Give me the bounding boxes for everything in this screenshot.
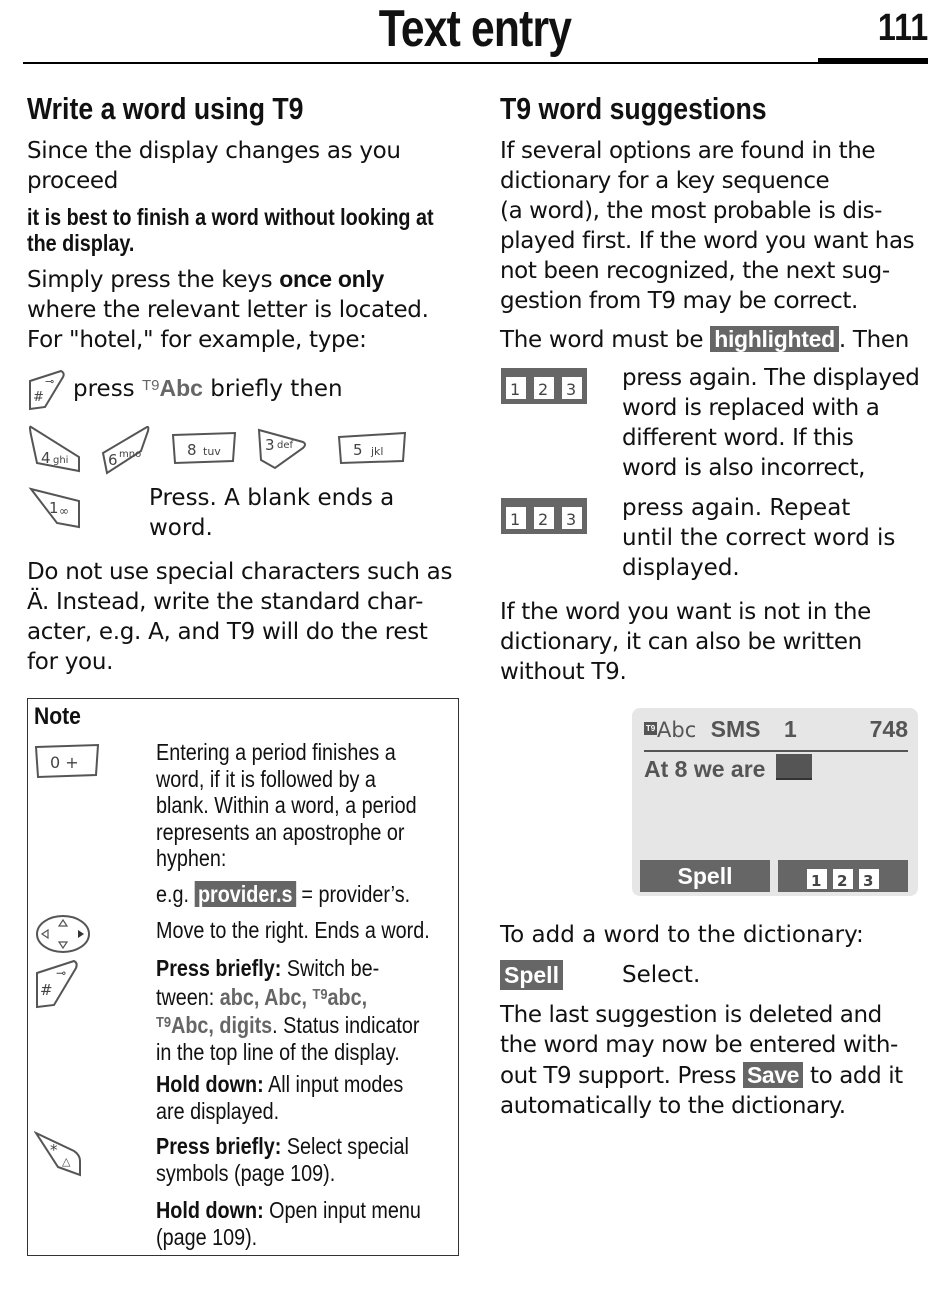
svg-text:3: 3	[566, 510, 577, 529]
star-key-icon	[34, 1129, 86, 1179]
key-sequence	[27, 421, 457, 477]
press-again-2	[500, 493, 925, 591]
note-box	[27, 698, 459, 1256]
highlighted-label: highlighted	[710, 326, 839, 352]
svg-text:mno: mno	[119, 449, 142, 460]
display-text: At 8 we are	[644, 754, 812, 783]
provider-highlight: provider.s	[194, 881, 295, 907]
star-brief-text: Press briefly: Select special symbols (page 109).	[156, 1133, 409, 1186]
press-t9-line	[27, 369, 457, 415]
note-title: Note	[34, 703, 81, 730]
svg-text:1: 1	[510, 510, 521, 529]
key-4-icon	[27, 423, 81, 475]
key-3-icon	[257, 428, 309, 470]
left-heading: Write a word using T9	[27, 91, 304, 126]
hash-key-icon	[27, 369, 67, 411]
page-title: Text entry	[378, 0, 572, 58]
abc-mode: Abc	[159, 375, 203, 401]
svg-text:1: 1	[811, 871, 822, 890]
svg-text:1: 1	[510, 380, 521, 399]
period-text: Entering a period finishes a word, if it is followed by a blank. Within a word, a period represents an apostrophe or hyphen:	[156, 739, 417, 871]
svg-text:2: 2	[538, 510, 549, 529]
right-paragraph-3: If the word you want is not in the dictionary, it can also be written without T9.	[500, 599, 871, 685]
suggestion-key-icon	[500, 497, 588, 535]
nav-right-icon	[34, 913, 92, 955]
right-heading: T9 word suggestions	[500, 91, 767, 126]
display-app: SMS	[710, 716, 761, 742]
press-word: press	[73, 376, 142, 402]
star-hold-text: Hold down: Open input menu (page 109).	[156, 1197, 421, 1250]
example-line: e.g. provider.s = provider’s.	[156, 881, 411, 907]
left-column	[27, 90, 457, 677]
display-chars: 748	[869, 716, 908, 742]
key-5-icon	[337, 431, 407, 467]
svg-text:∞: ∞	[59, 504, 69, 518]
hash-brief-text: Press briefly: Switch be- tween: abc, Abc, $^{T9}$abc, $^{T9}$Abc, digits. Status indicator in the top line of the display.	[156, 955, 420, 1065]
blank-text: Press. A blank ends a word.	[149, 485, 395, 541]
right-column	[500, 90, 925, 687]
key-8-icon	[171, 431, 237, 467]
svg-text:ghi: ghi	[53, 455, 69, 466]
right-paragraph-4: The last suggestion is deleted and the word may now be entered with- out T9 support. Press Save to add it automatically to the dictionary.	[500, 1002, 903, 1119]
softkey-suggestions[interactable]	[778, 860, 908, 892]
zero-key-icon	[34, 743, 100, 783]
press-again-text-1: press again. The displayed word is replaced with a different word. If this word is also incorrect,	[622, 365, 920, 481]
svg-text:3: 3	[863, 871, 874, 890]
hash-hold-text: Hold down: All input modes are displayed.	[156, 1071, 404, 1124]
select-text: Select.	[622, 962, 701, 988]
svg-text:1: 1	[49, 499, 59, 517]
svg-text:#: #	[33, 390, 44, 405]
svg-text:⊸: ⊸	[56, 966, 67, 980]
suggestion-key-icon	[500, 367, 588, 405]
page-number: 111	[877, 7, 928, 49]
blank-line	[27, 483, 457, 549]
right-paragraph-2: The word must be highlighted . Then	[500, 326, 910, 353]
svg-text:3: 3	[566, 380, 577, 399]
suggestion-key-icon	[805, 865, 881, 891]
spell-label: Spell	[500, 960, 563, 990]
move-right-text: Move to the right. Ends a word.	[156, 917, 430, 943]
svg-text:8: 8	[187, 441, 197, 459]
key-1-icon	[27, 483, 85, 531]
svg-text:0 +: 0 +	[50, 753, 79, 772]
svg-text:6: 6	[108, 451, 118, 469]
left-paragraph-2: Simply press the keys once only where the relevant letter is located. For "hotel," for example, type:	[27, 266, 429, 353]
svg-text:△: △	[62, 1155, 71, 1168]
svg-text:5: 5	[353, 441, 363, 459]
spell-row	[500, 960, 920, 992]
svg-text:tuv: tuv	[203, 445, 221, 458]
key-6-icon	[101, 423, 151, 475]
page-header	[0, 0, 950, 70]
header-rule	[23, 62, 928, 64]
press-again-text-2: press again. Repeat until the correct word is displayed.	[622, 495, 896, 581]
t9-mark: T9	[141, 377, 160, 394]
svg-text:3: 3	[265, 436, 275, 454]
t9-box-icon: T9	[645, 724, 656, 733]
svg-text:def: def	[277, 440, 294, 451]
save-label: Save	[743, 1062, 803, 1088]
svg-text:#: #	[40, 981, 53, 999]
briefly-then: briefly then	[202, 376, 343, 402]
right-paragraph-1: If several options are found in the dictionary for a key sequence (a word), the most probable is dis- played first. If the word you want has not been recognized, the next sug- gestion from T9 may be correct.	[500, 138, 915, 314]
display-status-line	[644, 716, 908, 752]
svg-text:2: 2	[837, 871, 848, 890]
left-bold-note: it is best to finish a word without looking at the display.	[27, 204, 434, 256]
press-again-1	[500, 363, 925, 491]
svg-text:⊸: ⊸	[45, 375, 55, 388]
phone-display	[632, 708, 918, 896]
svg-text:*: *	[50, 1141, 58, 1159]
hash-key-icon	[34, 959, 80, 1009]
header-rule-thick	[818, 58, 928, 64]
svg-text:2: 2	[538, 380, 549, 399]
left-paragraph-3: Do not use special characters such as Ä. Instead, write the standard char- acter, e.g. A, and T9 will do the rest for you.	[27, 559, 453, 675]
display-count: 1	[784, 716, 797, 742]
add-word-text: To add a word to the dictionary:	[500, 922, 864, 948]
left-paragraph-1: Since the display changes as you proceed	[27, 138, 401, 194]
svg-text:jkl: jkl	[371, 445, 384, 458]
softkey-spell[interactable]: Spell	[640, 860, 770, 892]
svg-text:4: 4	[41, 449, 51, 467]
word-cursor	[776, 754, 812, 780]
display-mode: Abc	[657, 718, 697, 742]
